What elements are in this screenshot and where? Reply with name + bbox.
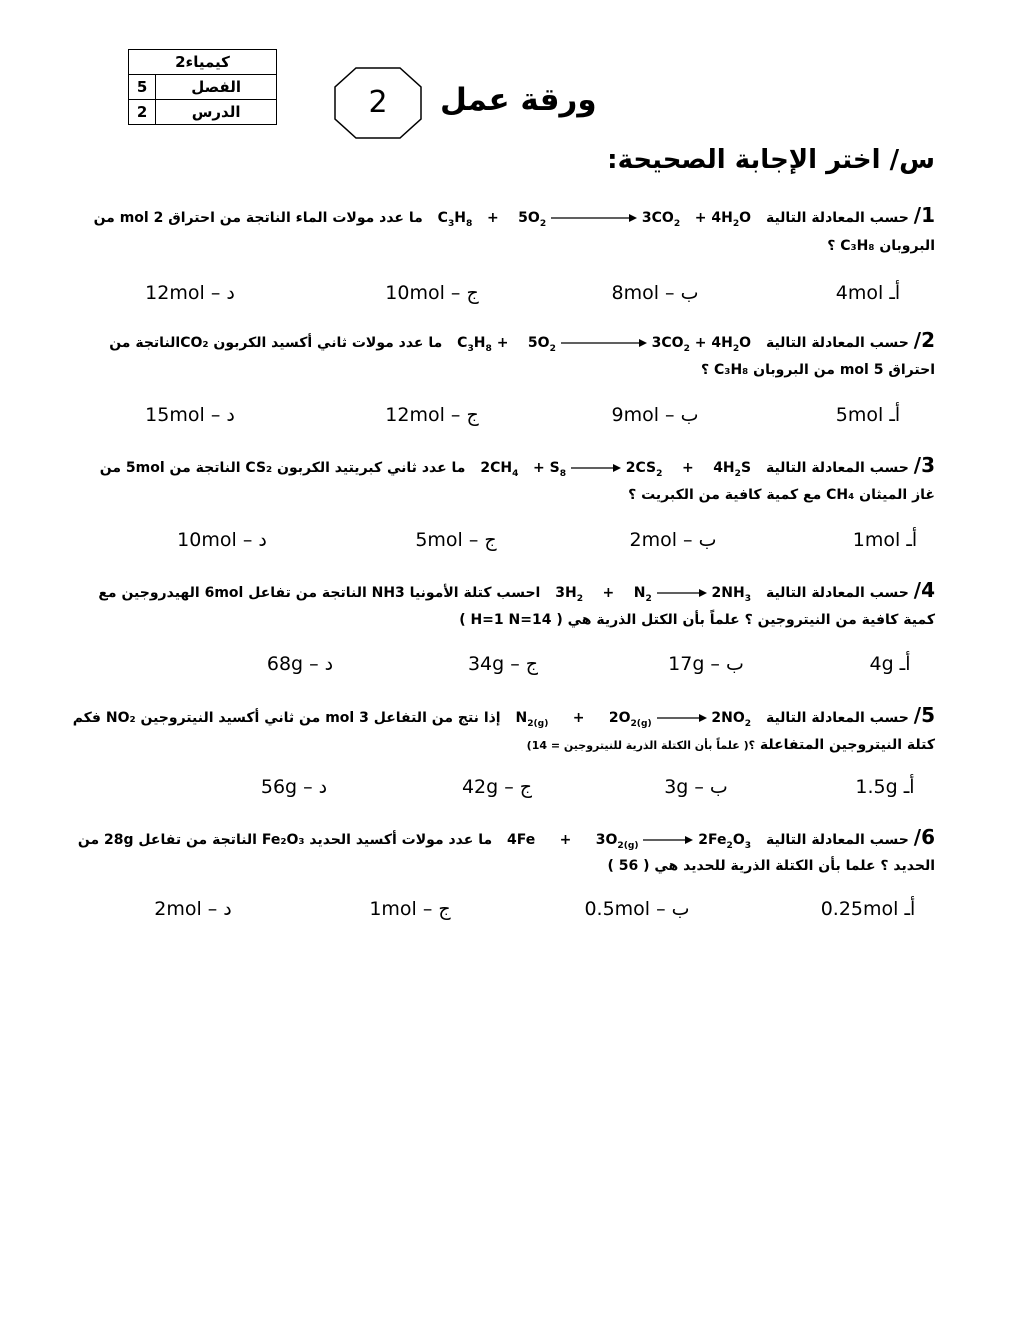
choice-a: أـ 1mol [852, 529, 918, 551]
question-note: ؟( علماً بأن الكتلة الذرية للنيتروجين = 14) [526, 739, 756, 752]
question-4-line2: كمية كافية من النيتروجين ؟ علماً بأن الكتل الذرية هي ( H=1 N=14 ) [459, 612, 935, 628]
question-2-line1 [109, 328, 935, 354]
choice-c: ج – 12mol [385, 404, 479, 426]
equation: $C_3H_8$ + $5O_2$ $3CO_2 + 4H_2O$ [437, 210, 752, 229]
choice-c: ج – 34g [467, 653, 539, 675]
question-text: احسب كتلة الأمونيا NH3 الناتجة من تفاعل 6mol الهيدروجين مع [98, 585, 541, 601]
choice-c: ج – 10mol [385, 282, 479, 304]
choice-c: ج – 42g [461, 776, 533, 798]
arrow-icon [561, 338, 647, 348]
question-intro: حسب المعادلة التالية [765, 585, 909, 601]
choice-b: ب – 17g [668, 653, 744, 675]
question-1-line2: البروبان C₃H₈ ؟ [827, 238, 935, 254]
choice-a: أـ 1.5g [855, 776, 915, 798]
choice-b: ب – 2mol [629, 529, 717, 551]
equation: $2CH_4 + S_8$ $2CS_2$ + $4H_2S$ [480, 460, 752, 479]
question-5-line2 [527, 737, 935, 753]
question-number: 6/ [913, 825, 935, 849]
arrow-icon [657, 588, 707, 598]
choice-d: د – 15mol [145, 404, 235, 426]
info-table [128, 49, 277, 125]
arrow-icon [643, 835, 693, 845]
choice-b: ب – 9mol [611, 404, 699, 426]
question-intro: حسب المعادلة التالية [765, 710, 909, 726]
arrow-icon [657, 713, 707, 723]
chapter-label: الفصل [156, 75, 277, 100]
question-6-line1 [78, 825, 935, 851]
equation: $3H_2$ + $N_2$ $2NH_3$ [555, 585, 752, 604]
choice-d: د – 10mol [177, 529, 267, 551]
question-1-line1 [94, 203, 935, 229]
question-text: ما عدد مولات الماء الناتجة من احتراق 2 mol من [93, 210, 423, 226]
chapter-value: 5 [129, 75, 156, 100]
question-text: ما عدد ثاني كبريتيد الكربون CS₂ الناتجة من 5mol من [99, 460, 466, 476]
instruction: س/ اختر الإجابة الصحيحة: [607, 145, 935, 175]
choice-b: ب – 3g [664, 776, 728, 798]
question-6-line2: الحديد ؟ علما بأن الكتلة الذرية للحديد هي ( 56 ) [607, 858, 935, 874]
choice-d: د – 68g [266, 653, 334, 675]
choice-a: أـ 4g [869, 653, 911, 675]
question-number: 1/ [913, 203, 935, 227]
question-5-line1 [73, 703, 935, 729]
question-intro: حسب المعادلة التالية [765, 210, 909, 226]
question-number: 4/ [913, 578, 935, 602]
arrow-icon [551, 213, 637, 223]
choice-b: ب – 8mol [611, 282, 699, 304]
choice-a: أـ 5mol [835, 404, 901, 426]
choice-a: أـ 0.25mol [820, 898, 916, 920]
choice-d: د – 12mol [145, 282, 235, 304]
question-text: كتلة النيتروجين المتفاعلة [759, 737, 935, 753]
question-text: إذا نتج من التفاعل 3 mol من ثاني أكسيد النيتروجين NO₂ فكم [72, 710, 501, 726]
lesson-value: 2 [129, 100, 156, 125]
sheet-number: 2 [368, 85, 388, 120]
question-number: 3/ [913, 453, 935, 477]
equation: $C_3H_8$ + $5O_2$ $3CO_2 + 4H_2O$ [457, 335, 752, 354]
choice-d: د – 56g [260, 776, 328, 798]
lesson-label: الدرس [156, 100, 277, 125]
choice-d: د – 2mol [154, 898, 232, 920]
arrow-icon [571, 463, 621, 473]
question-4-line1 [98, 578, 935, 604]
question-intro: حسب المعادلة التالية [765, 335, 909, 351]
question-intro: حسب المعادلة التالية [765, 832, 909, 848]
choice-a: أـ 4mol [835, 282, 901, 304]
choice-b: ب – 0.5mol [584, 898, 690, 920]
question-number: 5/ [913, 703, 935, 727]
question-text: ما عدد مولات ثاني أكسيد الكربون CO₂الناتجة من [109, 335, 443, 351]
equation: 4Fe + $3O_{2(g)}$ $2Fe_2O_3$ [507, 832, 752, 851]
sheet-title: ورقة عمل [440, 82, 597, 118]
question-3-line1 [100, 453, 935, 479]
question-2-line2: احتراق 5 mol من البروبان C₃H₈ ؟ [701, 362, 935, 378]
question-number: 2/ [913, 328, 935, 352]
question-text: ما عدد مولات أكسيد الحديد Fe₂O₃ الناتجة من تفاعل 28g من [77, 832, 493, 848]
equation: $N_{2(g)}$ + $2O_{2(g)}$ $2NO_2$ [515, 710, 752, 729]
question-intro: حسب المعادلة التالية [765, 460, 909, 476]
choice-c: ج – 1mol [369, 898, 451, 920]
question-3-line2: غاز الميثان CH₄ مع كمية كافية من الكبريت ؟ [628, 487, 935, 503]
subject-cell: كيمياء2 [129, 50, 277, 75]
choice-c: ج – 5mol [415, 529, 497, 551]
